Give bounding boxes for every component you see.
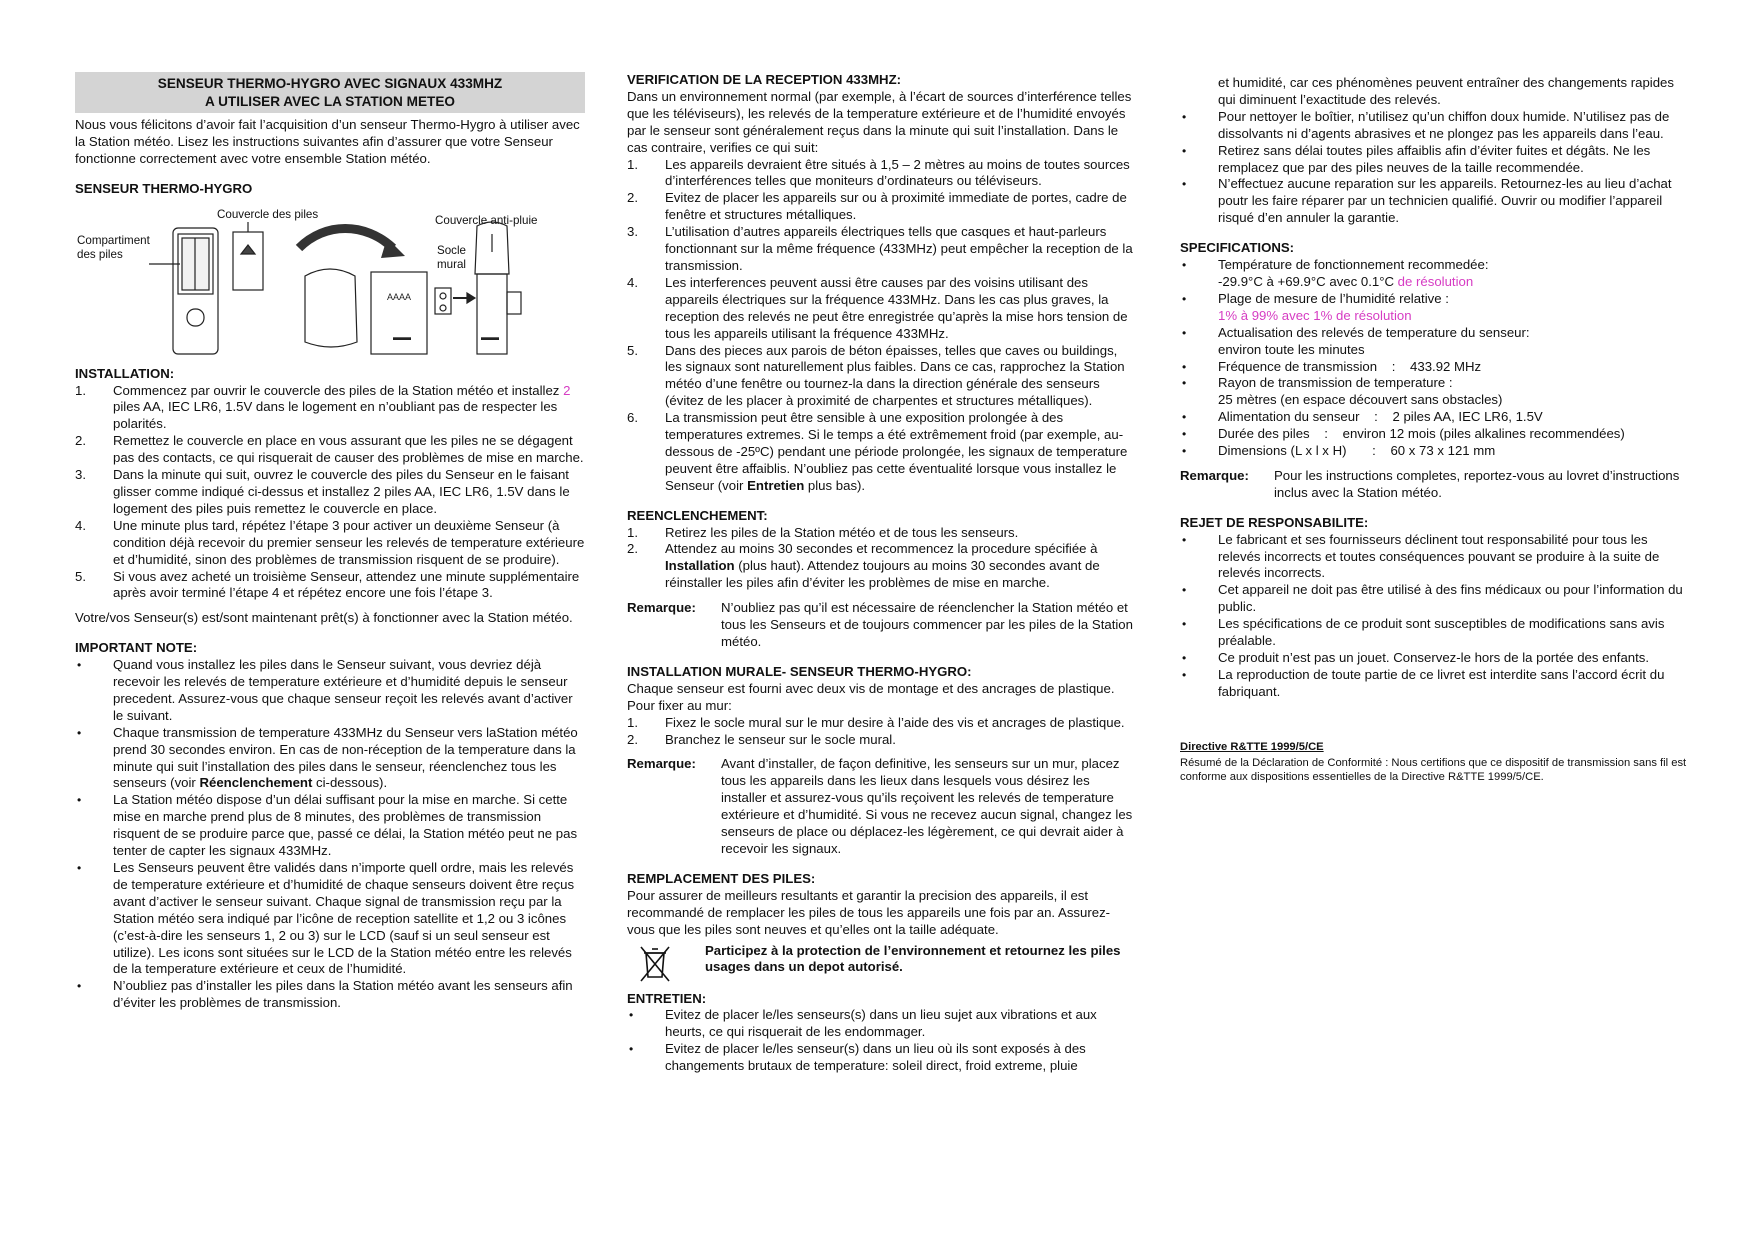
remark-reset: Remarque: N’oubliez pas qu’il est nécessaire de réenclencher la Station météo et tous les Senseurs et de toujours commencer par les piles de la Station météo.	[627, 600, 1133, 649]
list-item: 2. Branchez le senseur sur le socle mural.	[627, 731, 896, 747]
list-item: 4. Une minute plus tard, répétez l’étape 3 pour activer un deuxième Senseur (à condition déjà recevoir du premier senseur les relevés de temperature extérieure et d’humidité, sinon des problèmes de transmission risquent de se produire).	[75, 517, 585, 567]
list-item: • Pour nettoyer le boîtier, n’utilisez qu’un chiffon doux humide. N’utilisez pas de dissolvants ni d’agents abrasives et ne plongez pas les appareils dans l’eau.	[1182, 108, 1670, 141]
verification-list	[627, 157, 1137, 495]
list-item: 1. Fixez le socle mural sur le mur desire à l’aide des vis et ancrages de plastique.	[627, 714, 1125, 730]
list-item: 3. Dans la minute qui suit, ouvrez le couvercle des piles du Senseur en le faisant glisser comme indiqué ci-dessus et installez 2 piles AA, IEC LR6, 1.5V dans le logement des piles puis remettez le couvercle en place.	[75, 467, 570, 516]
list-item: 2. Evitez de placer les appareils sur ou à proximité immediate de portes, cadre de fenêtre et structures métalliques.	[627, 190, 1127, 223]
list-item: • La reproduction de toute partie de ce livret est interdite sans l’accord écrit du fabriquant.	[1182, 666, 1665, 699]
sensor-illustration	[75, 204, 585, 364]
list-item: • N’effectuez aucune reparation sur les appareils. Retournez-les au lieu d’achat poutr les faire réparer par un technicien qualifié. Ouvrir ou modifier l’appareil risqué d’en annuler la garantie.	[1182, 176, 1672, 226]
sensor-heading: SENSEUR THERMO-HYGRO	[75, 180, 253, 196]
svg-text:▬▬: ▬▬	[481, 331, 499, 342]
list-item: • Rayon de transmission de temperature : 25 mètres (en espace découvert sans obstacles)	[1182, 375, 1503, 408]
column-middle	[627, 72, 1137, 1075]
list-item: • Les Senseurs peuvent être validés dans n’importe quell ordre, mais les relevés de temperature extérieure et d’humidité de chaque senseurs doivent être reçus avant d’activer le senseur suivant. Chaque signal de transmission reçu par la Station météo sera indiqué par l’icône de reception satellite et 1,2 ou 3 icônes (c’est-à-dire les senseurs 1, 2 ou 3) sur le LCD (sauf si un seul senseur est utilize). Les icons sont situées sur le LCD de la Station météo entre les relevés de la temperature extérieure et ceux de l’humidité.	[77, 860, 575, 977]
label-battery-cover: Couvercle des piles	[217, 207, 319, 221]
battery-replacement-heading: REMPLACEMENT DES PILES:	[627, 870, 816, 886]
title-line-2: A UTILISER AVEC LA STATION METEO	[205, 94, 455, 109]
column-left	[75, 72, 585, 1012]
list-item: • Fréquence de transmission : 433.92 MHz	[1182, 358, 1482, 374]
installation-list	[75, 383, 585, 603]
list-item: • Plage de mesure de l’humidité relative : 1% à 99% avec 1% de résolution	[1182, 290, 1449, 323]
directive-title: Directive R&TTE 1999/5/CE	[1180, 740, 1324, 753]
list-item: • Cet appareil ne doit pas être utilisé à des fins médicaux ou pour l’information du public.	[1182, 582, 1683, 615]
wall-mount-intro: Chaque senseur est fourni avec deux vis de montage et des ancrages de plastique. Pour fixer au mur:	[627, 680, 1115, 713]
intro-paragraph: Nous vous félicitons d’avoir fait l’acquisition d’un senseur Thermo-Hygro à utiliser avec la Station météo. Lisez les instructions suivantes afin d’assurer que votre Senseur fonctionne correctement avec votre ensemble Station météo.	[75, 117, 580, 166]
installation-heading: INSTALLATION:	[75, 365, 175, 381]
list-item: • Les spécifications de ce produit sont susceptibles de modifications sans avis préalable.	[1182, 616, 1665, 649]
list-item: • Le fabricant et ses fournisseurs déclinent tout responsabilité pour tous les relevés incorrects et toutes conséquences pouvant se produire à la suite de relevés incorrects.	[1182, 531, 1660, 581]
list-item: 4. Les interferences peuvent aussi être causes par des voisins utilisant des appareils électriques sur la fréquence 433MHz. Dans les cas plus graves, la reception des relevés ne peut être enregistrée qu’après la mise hors tension de tous les appareils utilisant la fréquence 433MHz.	[627, 274, 1128, 341]
column-right	[1180, 75, 1690, 785]
list-item: 5. Dans des pieces aux parois de béton épaisses, telles que caves ou buildings, les signaux sont naturellement plus faibles. Dans ce cas, rapprochez la Station météo d’une fenêtre ou tournez-la dans la direction générale des senseurs (évitez de les placer à proximité de charpentes et structures métalliques).	[627, 342, 1125, 409]
list-item: • Evitez de placer le/les senseur(s) dans un lieu où ils sont exposés à des changements brutaux de temperature: soleil direct, froid extreme, pluie	[629, 1041, 1086, 1074]
verification-heading: VERIFICATION DE LA RECEPTION 433MHZ:	[627, 72, 902, 87]
verification-intro: Dans un environnement normal (par exemple, à l’écart de sources d’interférence telles que les téléviseurs), les relevés de la temperature extérieure et de l’humidité envoyés par le senseur sont généralement reçus dans la minute qui suit l’installation. Dans le cas contraire, verifies ce qui suit:	[627, 88, 1132, 155]
svg-text:▬▬: ▬▬	[393, 331, 411, 342]
label-wall-base: Socle mural	[437, 243, 467, 271]
directive-text: Résumé de la Déclaration de Conformité : Nous certifions que ce dispositif de transmission sans fil est conforme aux dispositions essentielles de la Directive R&TTE 1999/5/CE.	[1180, 756, 1687, 784]
list-item: • N’oubliez pas d’installer les piles dans la Station météo avant les senseurs afin d’éviter les problèmes de transmission.	[77, 978, 573, 1011]
important-note-heading: IMPORTANT NOTE:	[75, 640, 198, 656]
list-item: 1. Les appareils devraient être situés à 1,5 – 2 mètres au moins de toutes sources d’interférences telles que moniteurs d’ordinateurs ou téléviseurs.	[627, 156, 1130, 189]
list-item: • Alimentation du senseur : 2 piles AA, IEC LR6, 1.5V	[1182, 409, 1543, 425]
care-list-continued	[1180, 75, 1690, 227]
list-item: et humidité, car ces phénomènes peuvent entraîner des changements rapides qui diminuent l’exactitude des relevés.	[1218, 75, 1674, 107]
care-list	[627, 1007, 1137, 1075]
reset-heading: REENCLENCHEMENT:	[627, 507, 768, 523]
list-item: 5. Si vous avez acheté un troisième Senseur, attendez une minute supplémentaire après avoir terminé l’étape 4 et répétez encore une fois l’étape 3.	[75, 568, 580, 601]
title-line-1: SENSEUR THERMO-HYGRO AVEC SIGNAUX 433MHZ	[157, 76, 503, 91]
list-item: • Evitez de placer le/les senseurs(s) dans un lieu sujet aux vibrations et aux heurts, ce qui risquerait de les endommager.	[629, 1007, 1097, 1040]
battery-replacement-text: Pour assurer de meilleurs resultants et garantir la precision des appareils, il est recommandé de remplacer les piles de tous les appareils une fois par an. Assurez-vous que les piles sont neuves et qu’elles ont la taille adéquate.	[627, 887, 1111, 937]
crossed-bin-icon	[635, 943, 675, 983]
label-rain-cover: Couvercle anti-pluie	[435, 213, 538, 227]
remark-wall: Remarque: Avant d’installer, de façon definitive, les senseurs sur un mur, placez tous les appareils dans les lieux dans lesquels vous désirez les installer et assurez-vous qu’ils reçoivent les relevés de temperature extérieure et d’humidité. Si vous ne recevez aucun signal, changez les senseurs de place ou déplacez-les légèrement, ce qui devrait aider à recevoir les signaux.	[627, 756, 1133, 856]
list-item: • Retirez sans délai toutes piles affaiblis afin d’éviter fuites et dégâts. Ne les remplacez que par des piles neuves de la taille recommendée.	[1182, 142, 1651, 175]
list-item: • Ce produit n’est pas un jouet. Conservez-le hors de la portée des enfants.	[1182, 650, 1650, 665]
list-item: • Température de fonctionnement recommedée: -29.9°C à +69.9°C avec 0.1°C de résolution	[1182, 257, 1489, 289]
reset-list	[627, 525, 1137, 593]
remark-specs: Remarque: Pour les instructions completes, reportez-vous au lovret d’instructions inclus avec la Station météo.	[1180, 467, 1680, 500]
sensor-diagram	[75, 204, 585, 364]
list-item: • Chaque transmission de temperature 433MHz du Senseur vers laStation météo prend 30 secondes environ. En cas de non-réception de la temperature dans la minute qui suit l’installation des piles dans le senseur, réenclenchez tous les senseurs (voir Réenclenchement ci-dessous).	[77, 724, 578, 791]
wall-mount-heading: INSTALLATION MURALE- SENSEUR THERMO-HYGRO:	[627, 663, 972, 679]
specifications-heading: SPECIFICATIONS:	[1180, 240, 1295, 256]
specifications-list	[1180, 257, 1690, 460]
liability-list	[1180, 532, 1690, 701]
list-item: 1. Retirez les piles de la Station météo et de tous les senseurs.	[627, 524, 1019, 540]
list-item: • Actualisation des relevés de temperature du senseur: environ toute les minutes	[1182, 324, 1530, 357]
list-item: 6. La transmission peut être sensible à une exposition prolongée à des temperatures extremes. Si le temps a été extrêmement froid (par exemple, au-dessous de -25ºC) pendant une période prolongée, les signaux de temperature peuvent être affaiblis. N’oubliez pas cette éventualité lorsque vous installez le Senseur (voir Entretien plus bas).	[627, 410, 1128, 493]
label-battery-compartment: Compartiment des piles	[77, 233, 150, 261]
wall-mount-list	[627, 715, 1137, 749]
care-heading: ENTRETIEN:	[627, 990, 707, 1006]
recycle-notice	[627, 943, 1137, 983]
list-item: • Dimensions (L x l x H) : 60 x 73 x 121 mm	[1182, 443, 1496, 459]
title-box	[75, 72, 585, 113]
list-item: 1. Commencez par ouvrir le couvercle des piles de la Station météo et installez 2 piles AA, IEC LR6, 1.5V dans le logement en n’oubliant pas de respecter les polarités.	[75, 382, 571, 432]
list-item: • La Station météo dispose d’un délai suffisant pour la mise en marche. Si cette mise en marche prend plus de 8 minutes, des problèmes de transmission risquent de se produire parce que, passé ce délai, la Station météo peut ne pas tenter de capter les signaux 433MHz.	[77, 792, 578, 859]
list-item: 2. Remettez le couvercle en place en vous assurant que les piles ne se dégagent pas des contacts, ce qui risquerait de causer des problèmes de mise en marche.	[75, 433, 584, 466]
svg-text:AAAA: AAAA	[387, 291, 412, 302]
list-item: 2. Attendez au moins 30 secondes et recommencez la procedure spécifiée à Installation (plus haut). Attendez toujours au moins 30 secondes avant de réinstaller les piles afin d’éviter les problèmes de mise en marche.	[627, 541, 1100, 591]
important-note-list	[75, 657, 585, 1012]
ready-paragraph: Votre/vos Senseur(s) est/sont maintenant prêt(s) à fonctionner avec la Station météo.	[75, 610, 573, 626]
liability-heading: REJET DE RESPONSABILITE:	[1180, 514, 1369, 530]
list-item: • Durée des piles : environ 12 mois (piles alkalines recommendées)	[1182, 426, 1625, 442]
recycle-text: Participez à la protection de l’environnement et retournez les piles usages dans un depot autorisé.	[705, 942, 1121, 975]
list-item: • Quand vous installez les piles dans le Senseur suivant, vous devriez déjà recevoir les relevés de temperature extérieure et d’humidité depuis le senseur precedent. Assurez-vous que chaque senseur reçoit les relevés avant d’activer le suivant.	[77, 657, 573, 723]
list-item: 3. L’utilisation d’autres appareils électriques tells que casques et haut-parleurs fonctionnant sur la même fréquence (433MHz) peut empêcher la reception de la transmission.	[627, 224, 1133, 273]
